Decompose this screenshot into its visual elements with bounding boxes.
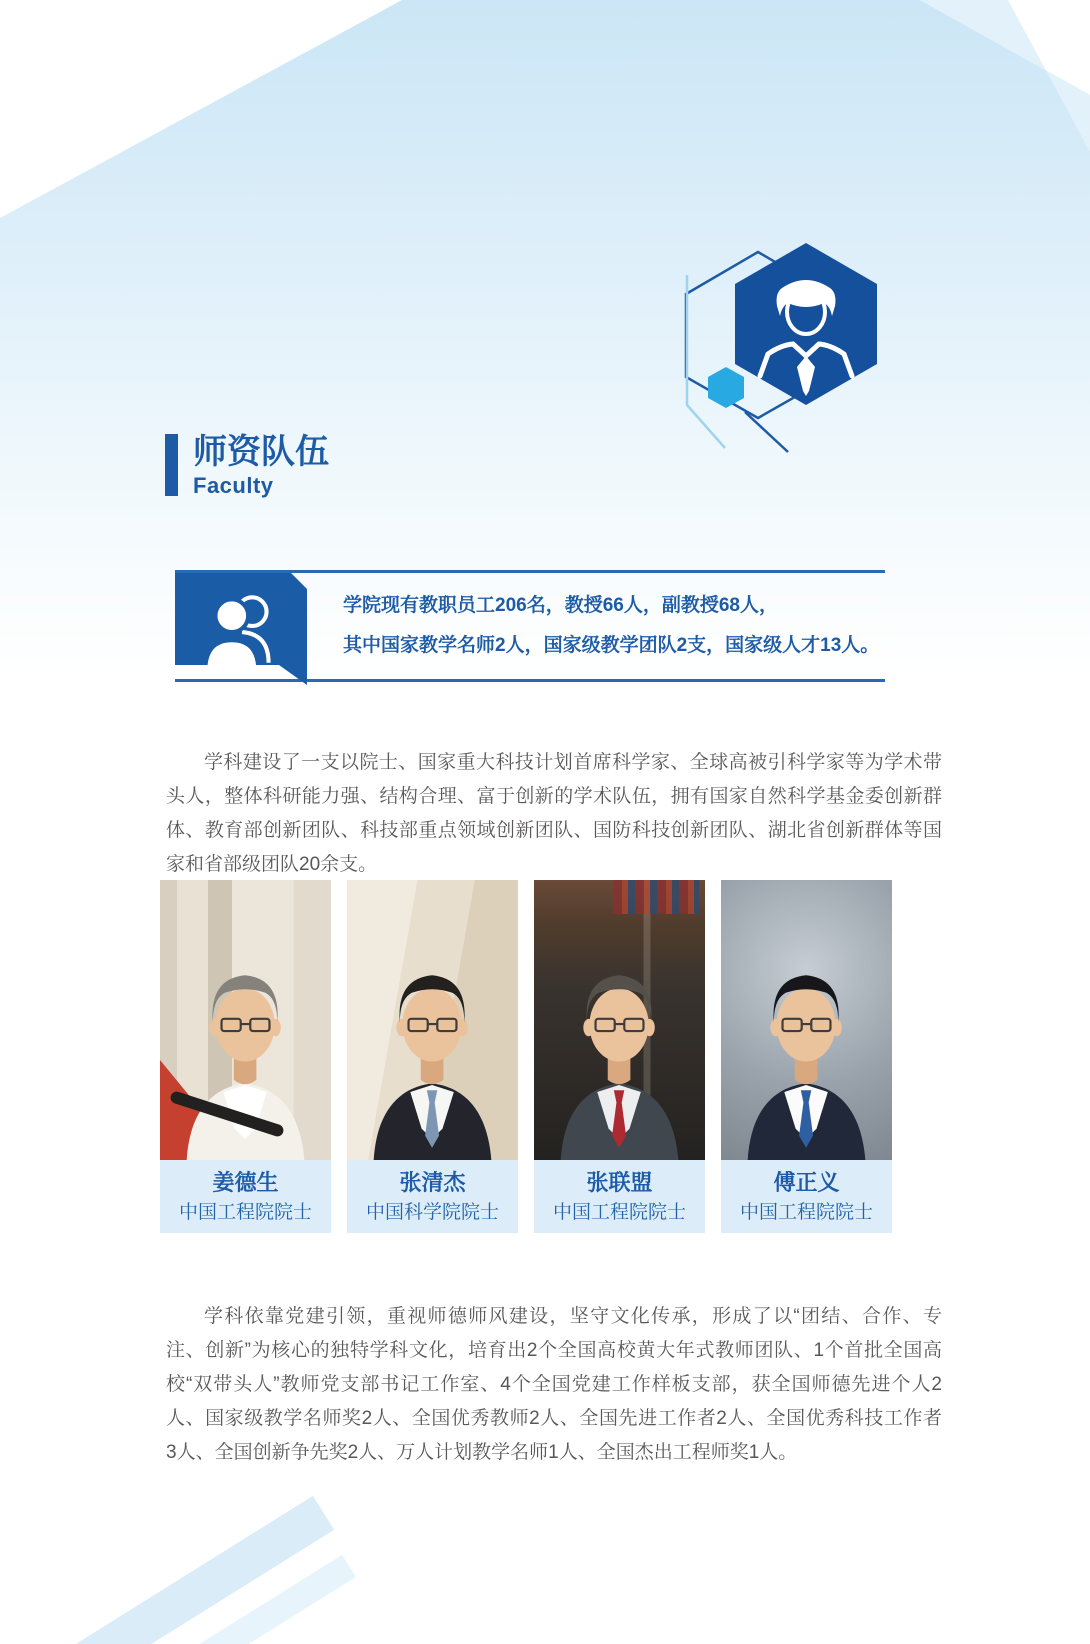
faculty-cards [160,880,892,1233]
person-hexagon-icon [735,243,877,405]
paragraph-research-teams [166,746,942,882]
paragraph-line: 学科建设了一支以院士、国家重大科技计划首席科学家、全球高被引科学家等为学术带 [204,752,942,773]
title-accent-bar [165,434,178,496]
paragraph-line: 体、教育部创新团队、科技部重点领域创新团队、国防科技创新团队、湖北省创新群体等国 [166,820,942,841]
faculty-caption [721,1160,892,1233]
paragraph-line: 人、国家级教学名师奖2人、全国优秀教师2人、全国先进工作者2人、全国优秀科技工作者 [166,1408,942,1429]
decor-line [745,412,788,452]
paragraph-line: 3人、全国创新争先奖2人、万人计划教学名师1人、全国杰出工程师奖1人。 [166,1442,798,1463]
decor-line [687,275,725,448]
paragraph-line: 家和省部级团队20余支。 [166,854,378,875]
faculty-name: 张清杰 [399,1170,466,1195]
small-hexagon-icon [708,367,744,408]
paragraph-line: 校“双带头人”教师党支部书记工作室、4个全国党建工作样板支部，获全国师德先进个人2 [166,1374,942,1395]
faculty-caption [160,1160,331,1233]
stats-line: 学院现有教职员工206名，教授66人，副教授68人， [343,595,778,616]
faculty-card [160,880,331,1233]
faculty-card [721,880,892,1233]
faculty-decor-graphic [620,225,930,475]
portrait-placeholder [721,916,892,1160]
faculty-photo [347,880,518,1160]
faculty-caption [534,1160,705,1233]
portrait-placeholder [534,916,705,1160]
faculty-title: 中国工程院院士 [178,1202,312,1223]
faculty-photo [721,880,892,1160]
faculty-card [347,880,518,1233]
page-subtitle-en: Faculty [193,473,274,498]
faculty-title: 中国工程院院士 [552,1202,686,1223]
paragraph-line: 头人，整体科研能力强、结构合理、富于创新的学术队伍，拥有国家自然科学基金委创新群 [166,786,942,807]
paragraph-line: 注、创新”为核心的独特学科文化，培育出2个全国高校黄大年式教师团队、1个首批全国高 [166,1340,942,1361]
faculty-title: 中国科学院院士 [365,1202,499,1223]
portrait-placeholder [160,916,331,1160]
faculty-photo [160,880,331,1160]
faculty-name: 张联盟 [586,1170,653,1195]
faculty-stats-box [175,570,885,682]
users-icon [195,585,287,671]
faculty-caption [347,1160,518,1233]
portrait-placeholder [347,916,518,1160]
paragraph-line: 学科依靠党建引领，重视师德师风建设，坚守文化传承，形成了以“团结、合作、专 [204,1306,942,1327]
page-title: 师资队伍 [193,433,329,471]
stats-line: 其中国家教学名师2人，国家级教学团队2支，国家级人才13人。 [343,635,880,656]
faculty-card [534,880,705,1233]
faculty-title: 中国工程院院士 [739,1202,873,1223]
faculty-name: 姜德生 [212,1170,279,1195]
users-icon-tile [175,573,307,685]
section-header [165,434,329,498]
faculty-name: 傅正义 [773,1170,840,1195]
faculty-photo [534,880,705,1160]
paragraph-culture-awards [166,1300,942,1470]
